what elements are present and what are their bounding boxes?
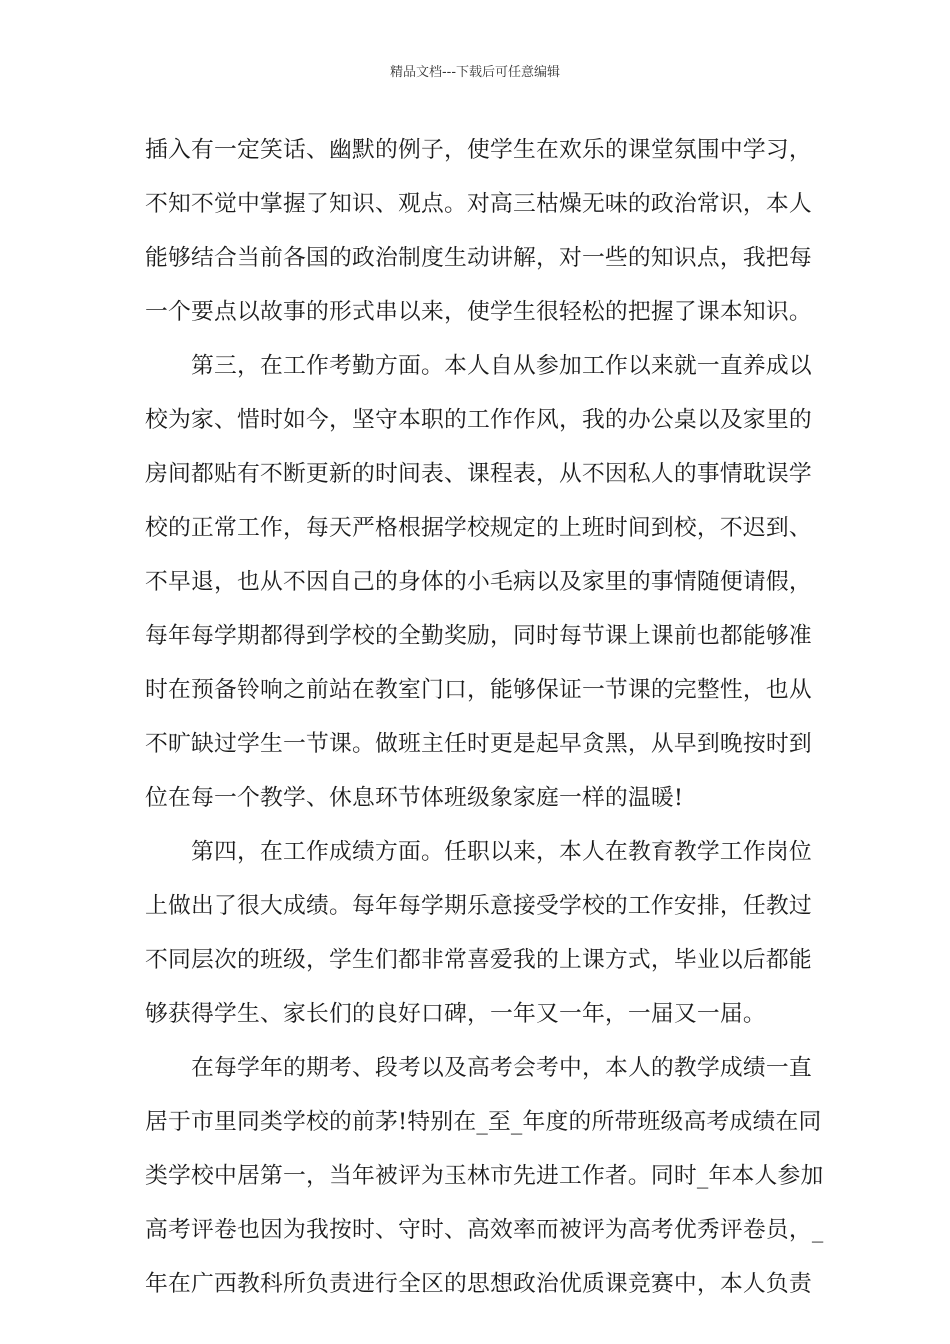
- text-line: 每年每学期都得到学校的全勤奖励，同时每节课上课前也都能够准: [145, 623, 812, 649]
- text-line: 时在预备铃响之前站在教室门口，能够保证一节课的完整性，也从: [145, 677, 812, 703]
- text-line: 插入有一定笑话、幽默的例子，使学生在欢乐的课堂氛围中学习，: [145, 137, 812, 163]
- text-line: 高考评卷也因为我按时、守时、高效率而被评为高考优秀评卷员，_: [145, 1217, 824, 1243]
- text-line: 能够结合当前各国的政治制度生动讲解，对一些的知识点，我把每: [145, 245, 812, 271]
- paragraph-first-line: 第四，在工作成绩方面。任职以来，本人在教育教学工作岗位: [191, 839, 812, 865]
- text-line: 不知不觉中掌握了知识、观点。对高三枯燥无味的政治常识，本人: [145, 191, 812, 217]
- text-line: 不同层次的班级，学生们都非常喜爱我的上课方式，毕业以后都能: [145, 947, 812, 973]
- text-line: 校为家、惜时如今，坚守本职的工作作风，我的办公桌以及家里的: [145, 407, 812, 433]
- text-line: 不早退，也从不因自己的身体的小毛病以及家里的事情随便请假，: [145, 569, 812, 595]
- text-line: 够获得学生、家长们的良好口碑，一年又一年，一届又一届。: [145, 1001, 766, 1027]
- text-line: 上做出了很大成绩。每年每学期乐意接受学校的工作安排，任教过: [145, 893, 812, 919]
- text-line: 位在每一个教学、休息环节体班级象家庭一样的温暖!: [145, 785, 684, 811]
- text-line: 校的正常工作，每天严格根据学校规定的上班时间到校，不迟到、: [145, 515, 812, 541]
- text-line: 不旷缺过学生一节课。做班主任时更是起早贪黑，从早到晚按时到: [145, 731, 812, 757]
- document-body: [145, 128, 824, 1316]
- text-line: 年在广西教科所负责进行全区的思想政治优质课竞赛中，本人负责: [145, 1271, 812, 1297]
- page-header: 精品文档---下载后可任意编辑: [389, 65, 561, 80]
- text-line: 一个要点以故事的形式串以来，使学生很轻松的把握了课本知识。: [145, 299, 812, 325]
- text-line: 居于市里同类学校的前茅!特别在_至_年度的所带班级高考成绩在同: [145, 1109, 822, 1135]
- paragraph-first-line: 在每学年的期考、段考以及高考会考中，本人的教学成绩一直: [191, 1055, 812, 1081]
- text-line: 房间都贴有不断更新的时间表、课程表，从不因私人的事情耽误学: [145, 461, 812, 487]
- paragraph-first-line: 第三，在工作考勤方面。本人自从参加工作以来就一直养成以: [191, 353, 812, 379]
- text-line: 类学校中居第一，当年被评为玉林市先进工作者。同时_年本人参加: [145, 1163, 824, 1189]
